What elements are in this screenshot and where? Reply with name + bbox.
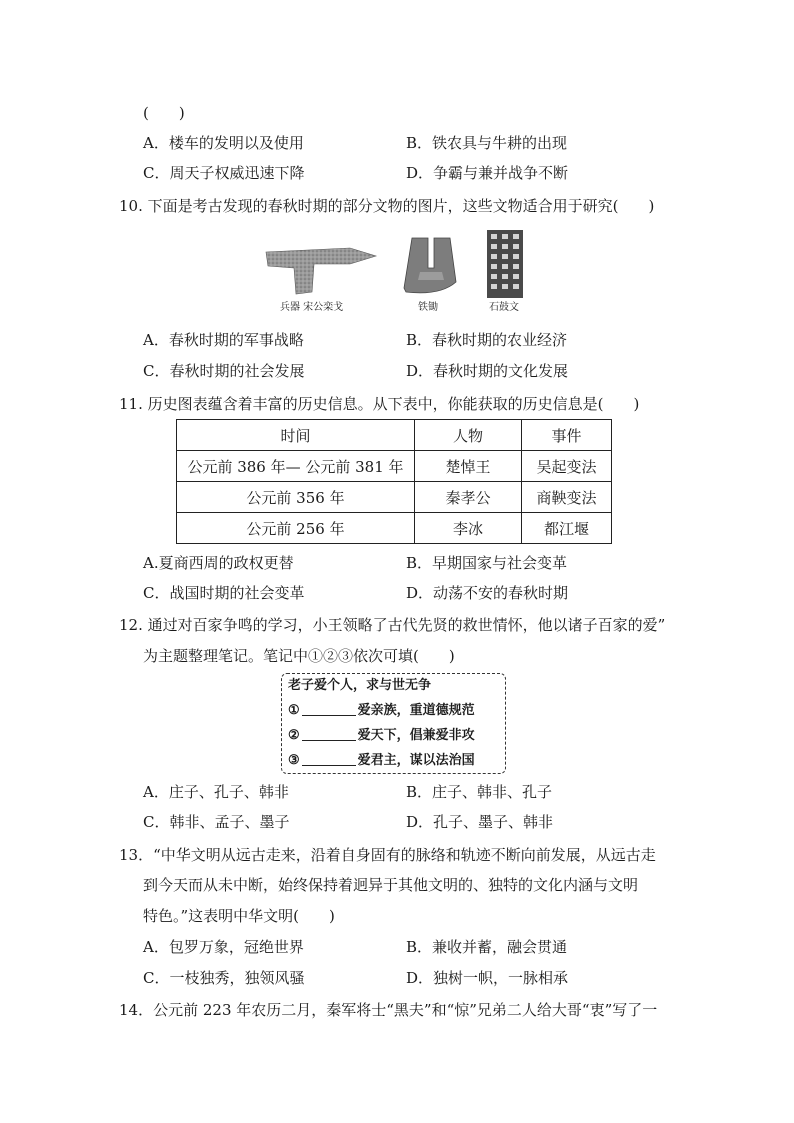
table-cell: 李冰: [415, 513, 522, 544]
q10-option-c: C．春秋时期的社会发展: [143, 362, 305, 380]
q10-caption-weapon: 兵器 宋公栾戈: [280, 302, 344, 313]
q10-caption-hoe: 铁锄: [418, 302, 438, 313]
note-line-1: [288, 701, 475, 720]
q11-option-c: C．战国时期的社会变革: [143, 584, 305, 602]
q9-option-b: B．铁农具与牛耕的出现: [406, 134, 568, 152]
q9-option-a: A．楼车的发明以及使用: [143, 134, 304, 152]
table-cell: 公元前 386 年— 公元前 381 年: [177, 451, 415, 482]
note-line-laozi: 老子爱个人，求与世无争: [288, 678, 432, 693]
table-cell: 吴起变法: [522, 451, 612, 482]
fill-blank: [302, 751, 356, 766]
q10-option-b: B．春秋时期的农业经济: [406, 331, 568, 349]
q14-stem-line-1: 14．公元前 223 年农历二月，秦军将士“黑夫”和“惊”兄弟二人给大哥“衷”写了一: [119, 1001, 658, 1019]
fill-blank: [302, 701, 356, 716]
dagger-axe-image: [264, 242, 378, 298]
note-number: ②: [288, 728, 300, 743]
q13-stem-line-1: 13．“中华文明从远古走来，沿着自身固有的脉络和轨迹不断向前发展，从远古走: [119, 846, 656, 864]
table-cell: 都江堰: [522, 513, 612, 544]
table-header-time: 时间: [177, 420, 415, 451]
q12-option-c: C．韩非、孟子、墨子: [143, 813, 290, 831]
table-row: [177, 482, 612, 513]
q13-option-c: C．一枝独秀，独领风骚: [143, 969, 305, 987]
q13-option-d: D．独树一帜，一脉相承: [406, 969, 569, 987]
table-row: [177, 513, 612, 544]
fill-blank: [302, 726, 356, 741]
table-header-event: 事件: [522, 420, 612, 451]
iron-hoe-image: [400, 236, 462, 298]
q10-stem: 10. 下面是考古发现的春秋时期的部分文物的图片，这些文物适合用于研究( ): [119, 197, 655, 215]
note-line-3: [288, 751, 475, 770]
stone-drum-inscription-image: [487, 230, 523, 298]
q13-stem-line-2: 到今天而从未中断，始终保持着迥异于其他文明的、独特的文化内涵与文明: [143, 876, 639, 894]
note-text: 爱君主，谋以法治国: [357, 753, 475, 768]
q9-paren: ( ): [143, 104, 185, 122]
q10-option-d: D．春秋时期的文化发展: [406, 362, 569, 380]
q11-table: [176, 419, 612, 544]
q9-option-d: D．争霸与兼并战争不断: [406, 164, 569, 182]
q10-caption-stone-drum: 石鼓文: [489, 302, 519, 313]
q12-option-d: D．孔子、墨子、韩非: [406, 813, 554, 831]
q13-option-b: B．兼收并蓄，融会贯通: [406, 938, 568, 956]
q9-option-c: C．周天子权威迅速下降: [143, 164, 305, 182]
q11-option-d: D．动荡不安的春秋时期: [406, 584, 569, 602]
q12-note-box: [281, 673, 506, 774]
note-text: 爱天下，倡兼爱非攻: [357, 728, 475, 743]
note-number: ③: [288, 753, 300, 768]
table-cell: 秦孝公: [415, 482, 522, 513]
q13-stem-line-3: 特色。”这表明中华文明( ): [143, 907, 335, 925]
q12-stem-line-1: 12. 通过对百家争鸣的学习，小王领略了古代先贤的救世情怀，他以诸子百家的爱”: [119, 616, 666, 634]
table-header-person: 人物: [415, 420, 522, 451]
table-cell: 公元前 256 年: [177, 513, 415, 544]
note-text: 爱亲族，重道德规范: [357, 703, 475, 718]
table-header-row: [177, 420, 612, 451]
q11-stem: 11. 历史图表蕴含着丰富的历史信息。从下表中，你能获取的历史信息是( ): [119, 395, 640, 413]
q10-option-a: A．春秋时期的军事战略: [143, 331, 304, 349]
q13-option-a: A．包罗万象，冠绝世界: [143, 938, 304, 956]
q12-option-b: B．庄子、韩非、孔子: [406, 783, 553, 801]
q12-option-a: A．庄子、孔子、韩非: [143, 783, 289, 801]
table-row: [177, 451, 612, 482]
q11-option-b: B．早期国家与社会变革: [406, 554, 568, 572]
table-cell: 楚悼王: [415, 451, 522, 482]
q12-stem-line-2: 为主题整理笔记。笔记中①②③依次可填( ): [143, 647, 455, 665]
table-cell: 商鞅变法: [522, 482, 612, 513]
note-number: ①: [288, 703, 300, 718]
q11-option-a: A.夏商西周的政权更替: [143, 554, 294, 572]
table-cell: 公元前 356 年: [177, 482, 415, 513]
note-line-2: [288, 726, 475, 745]
